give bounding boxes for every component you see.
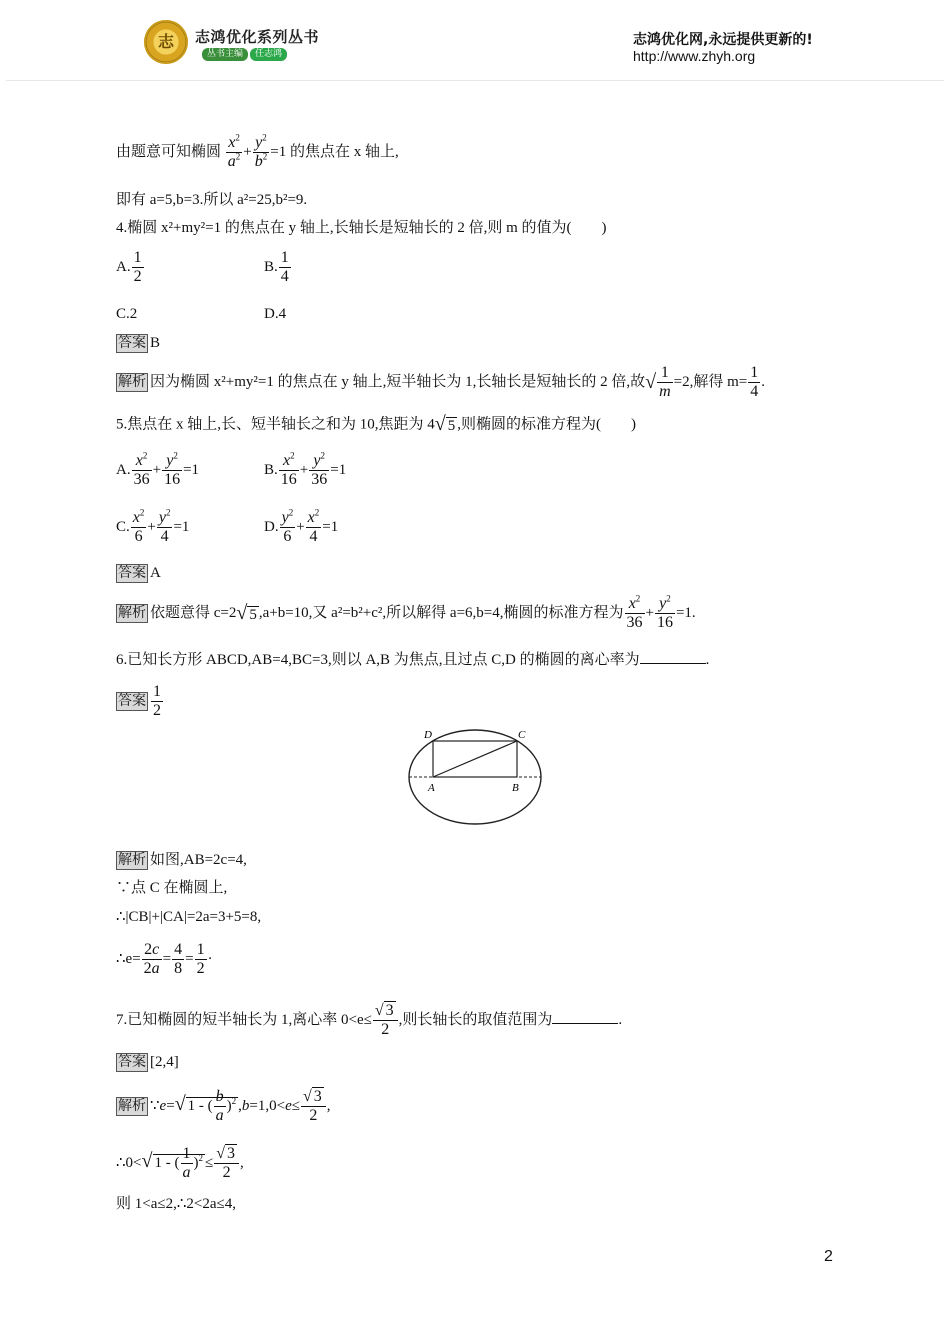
editor-label: 丛书主编 xyxy=(202,48,248,61)
fraction: $\frac{x^2}{a^2}$ xyxy=(227,132,241,170)
radical: √ 5 xyxy=(236,601,257,624)
q4-answer-value: B xyxy=(150,335,161,351)
q4-option-a: A. $\frac{1}{2}$ xyxy=(116,249,142,285)
page-number: 2 xyxy=(824,1248,833,1265)
q5-analysis-text-b: ,a+b=10,又 a²=b²+c²,所以解得 a=6,b=4,椭圆的标准方程为 xyxy=(258,604,624,621)
q6-stem-text: 6.已知长方形 ABCD,AB=4,BC=3,则以 A,B 为焦点,且过点 C,D 的椭圆的离心率为 xyxy=(116,652,640,668)
q5-option-d: D. $\frac{y^2}{6}$ + $\frac{x^2}{4}$ =1 xyxy=(264,507,339,545)
q7-analysis-2: ∴0<√ 1 - ( $\frac{1}{a}$ )$^2$ ≤ $\frac{√ 3}{2}$ , xyxy=(116,1145,244,1182)
q7-line-last: 则 1<a≤2,∴2<2a≤4, xyxy=(116,1196,236,1212)
q6-line2: ∵点 C 在椭圆上, xyxy=(116,880,228,896)
q6-stem: 6.已知长方形 ABCD,AB=4,BC=3,则以 A,B 为焦点,且过点 C,D 的椭圆的离心率为 . xyxy=(116,649,709,670)
answer-tag: 答案 xyxy=(118,335,146,351)
fraction: $\frac{y^2}{b^2}$ xyxy=(254,132,268,170)
q5-analysis-end: =1. xyxy=(675,604,696,621)
page-header xyxy=(0,0,950,80)
q7-answer xyxy=(116,1052,179,1072)
analysis-tag: 解析 xyxy=(118,373,146,390)
publisher-logo-icon xyxy=(144,20,188,64)
intro-prefix: 由题意可知椭圆 xyxy=(116,143,222,160)
intro-line-2: 即有 a=5,b=3.所以 a²=25,b²=9. xyxy=(116,192,308,208)
q6-answer xyxy=(116,683,164,720)
q6-line4: ∴e= $\frac{2c}{2a}$ = $\frac{4}{8}$ = $\frac{1}{2}$ · xyxy=(116,941,213,977)
q7-stem-b: ,则长轴长的取值范围为 xyxy=(398,1012,553,1029)
q6-line1: 如图,AB=2c=4, xyxy=(150,852,247,868)
q6-line3: ∴|CB|+|CA|=2a=3+5=8, xyxy=(116,909,262,925)
answer-blank xyxy=(552,1009,618,1024)
header-slogan: 志鸿优化网,永远提供更新的! xyxy=(633,32,813,48)
answer-tag: 答案 xyxy=(118,565,146,581)
q5-stem-a: 5.焦点在 x 轴上,长、短半轴长之和为 10,焦距为 4 xyxy=(116,416,435,433)
radical: √ xyxy=(645,370,657,393)
q4-answer xyxy=(116,333,160,353)
q5-stem-b: ,则椭圆的标准方程为( ) xyxy=(457,416,636,433)
q7-stem-a: 7.已知椭圆的短半轴长为 1,离心率 0<e≤ xyxy=(116,1012,372,1029)
q5-answer xyxy=(116,563,161,583)
q4-option-b: B. $\frac{1}{4}$ xyxy=(264,249,289,285)
q6-analysis-1 xyxy=(116,850,247,870)
q6-line4-prefix: ∴e= xyxy=(116,950,141,967)
ellipse-figure xyxy=(400,724,550,830)
q4-analysis-text-a: 因为椭圆 x²+my²=1 的焦点在 y 轴上,短半轴长为 1,长轴长是短轴长的 2 倍,故 xyxy=(150,373,646,390)
editor-badge xyxy=(202,48,287,61)
q5-option-a: A. $\frac{x^2}{36}$ + $\frac{y^2}{16}$ =1 xyxy=(116,450,200,488)
editor-name: 任志鸿 xyxy=(250,48,287,61)
q4-analysis-text-b: =2,解得 m= xyxy=(673,373,748,390)
q4-option-c: C.2 xyxy=(116,306,138,322)
label-b: B xyxy=(512,782,519,794)
label-c: C xyxy=(518,729,526,741)
q4-analysis: 解析 因为椭圆 x²+my²=1 的焦点在 y 轴上,短半轴长为 1,长轴长是短轴长的 2 倍,故√ $\frac{1}{m}$ =2,解得 m= $\frac{1}{4}$ . xyxy=(118,364,765,400)
header-url[interactable]: http://www.zhyh.org xyxy=(633,48,756,64)
q5-analysis: 解析 依题意得 c=2√ 5 ,a+b=10,又 a²=b²+c²,所以解得 a=6,b=4,椭圆的标准方程为 $\frac{x^2}{36}$ + $\frac{y^2}{16}$ =1. xyxy=(118,593,696,631)
q6-answer-num: 1 xyxy=(153,683,161,700)
q5-option-c: C. $\frac{x^2}{6}$ + $\frac{y^2}{4}$ =1 xyxy=(116,507,190,545)
q5-answer-value: A xyxy=(150,565,161,581)
intro-suffix: =1 的焦点在 x 轴上, xyxy=(270,143,399,160)
q4-stem: 4.椭圆 x²+my²=1 的焦点在 y 轴上,长轴长是短轴长的 2 倍,则 m 的值为( ) xyxy=(116,220,607,236)
label-a: A xyxy=(428,782,435,794)
q6-answer-den: 2 xyxy=(153,702,161,719)
analysis-tag: 解析 xyxy=(118,1098,146,1115)
q7-stem: 7.已知椭圆的短半轴长为 1,离心率 0<e≤ $\frac{√ 3}{2}$ ,则长轴长的取值范围为 . xyxy=(116,1002,623,1039)
intro-line: 由题意可知椭圆 $\frac{x^2}{a^2}$ + $\frac{y^2}{b^2}$ =1 的焦点在 x 轴上, xyxy=(116,132,399,170)
label-d: D xyxy=(424,729,432,741)
diagonal-ac xyxy=(433,741,517,777)
answer-tag: 答案 xyxy=(118,1054,146,1070)
header-divider xyxy=(6,80,944,81)
q4-analysis-end: . xyxy=(761,373,765,390)
series-title: 志鸿优化系列丛书 xyxy=(195,28,320,46)
analysis-tag: 解析 xyxy=(118,852,146,868)
q5-analysis-text-a: 依题意得 c=2 xyxy=(150,604,237,621)
analysis-tag: 解析 xyxy=(118,604,146,621)
answer-blank xyxy=(640,649,706,664)
q7-answer-value: [2,4] xyxy=(150,1054,179,1070)
answer-tag: 答案 xyxy=(118,692,146,709)
q7-analysis-1: 解析 ∵e=√ 1 - ( $\frac{b}{a}$ )$^2$ ,b=1,0<e≤ $\frac{√ 3}{2}$ , xyxy=(118,1088,331,1125)
radical: √ 5 xyxy=(434,413,456,435)
q5-option-b: B. $\frac{x^2}{16}$ + $\frac{y^2}{36}$ =1 xyxy=(264,450,347,488)
q4-option-d: D.4 xyxy=(264,306,287,322)
q5-stem xyxy=(116,414,636,436)
logo-text: 志 xyxy=(157,32,174,51)
